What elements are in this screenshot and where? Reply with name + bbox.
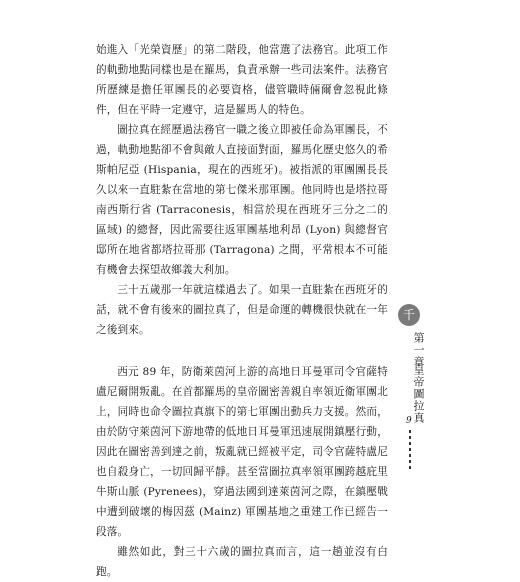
body-text bbox=[96, 40, 388, 582]
paragraph-5: 雖然如此，對三十六歲的圖拉真而言，這一趟並沒有白跑。 bbox=[96, 546, 388, 578]
page-number: 9 bbox=[406, 416, 412, 426]
paragraph-2: 圖拉真在經歷過法務官一職之後立即被任命為軍團長，不過，軌動地點卻不會與敵人直接面對面，羅馬化歷史悠久的希斯帕尼亞 (Hispania，現在的西班牙)。被指派的軍團團長長久以來一直駐紮在當地的第七傑米那軍團。他同時也是塔拉哥南西斯行省 (Tarraconesis，相當於現在西班牙三分之二的區域) 的總督，因此需要往返軍團基地利昂 (Lyon) 與總督官邸所在地省都塔拉哥那 (Tarragona) 之間，平常根本不可能有機會去探望故鄉義大利加。 bbox=[96, 124, 388, 276]
chapter-label: 第一章 bbox=[412, 332, 425, 368]
chapter-title: 皇帝圖拉真 bbox=[412, 364, 425, 424]
section-gap bbox=[96, 340, 388, 362]
paragraph-3: 三十五歲那一年就這樣過去了。如果一直駐紮在西班牙的話，就不會有後來的圖拉真了，但是命運的轉機很快就在一年之後到來。 bbox=[96, 284, 388, 336]
chapter-badge-icon: 千 bbox=[398, 304, 420, 326]
paragraph-4: 西元 89 年，防衛萊茵河上游的高地日耳曼軍司令官薩特盧尼爾開叛亂。在首都羅馬的皇帝圖密善親自率領近衛軍團北上，同時也命令圖拉真旗下的第七軍團出動兵力支援。然而，由於防守萊茵河下游地帶的低地日耳曼軍迅速展開鎮壓行動，因此在圖密善到達之前，叛亂就已經被平定，司令官薩特盧尼也自殺身亡，一切回歸平靜。甚至當圖拉真率領軍團跨越庇里牛斯山脈 (Pyrenees)，穿過法國到達萊茵河之際，在鎮壓戰中遭到破壞的梅因茲 (Mainz) 軍團基地之重建工作已經告一段落。 bbox=[96, 366, 388, 538]
chapter-sidebar bbox=[398, 304, 424, 474]
paragraph-1: 始進入「光榮資歷」的第二階段，他當選了法務官。此項工作的軌動地點同樣也是在羅馬，負責承辦一些司法案件。法務官所歷練是擔任軍團長的必要資格，儘管職時倆爾會忽視此條件，但在平時一定遵守，這是羅馬人的特色。 bbox=[96, 44, 388, 116]
dashed-rule bbox=[409, 430, 411, 472]
